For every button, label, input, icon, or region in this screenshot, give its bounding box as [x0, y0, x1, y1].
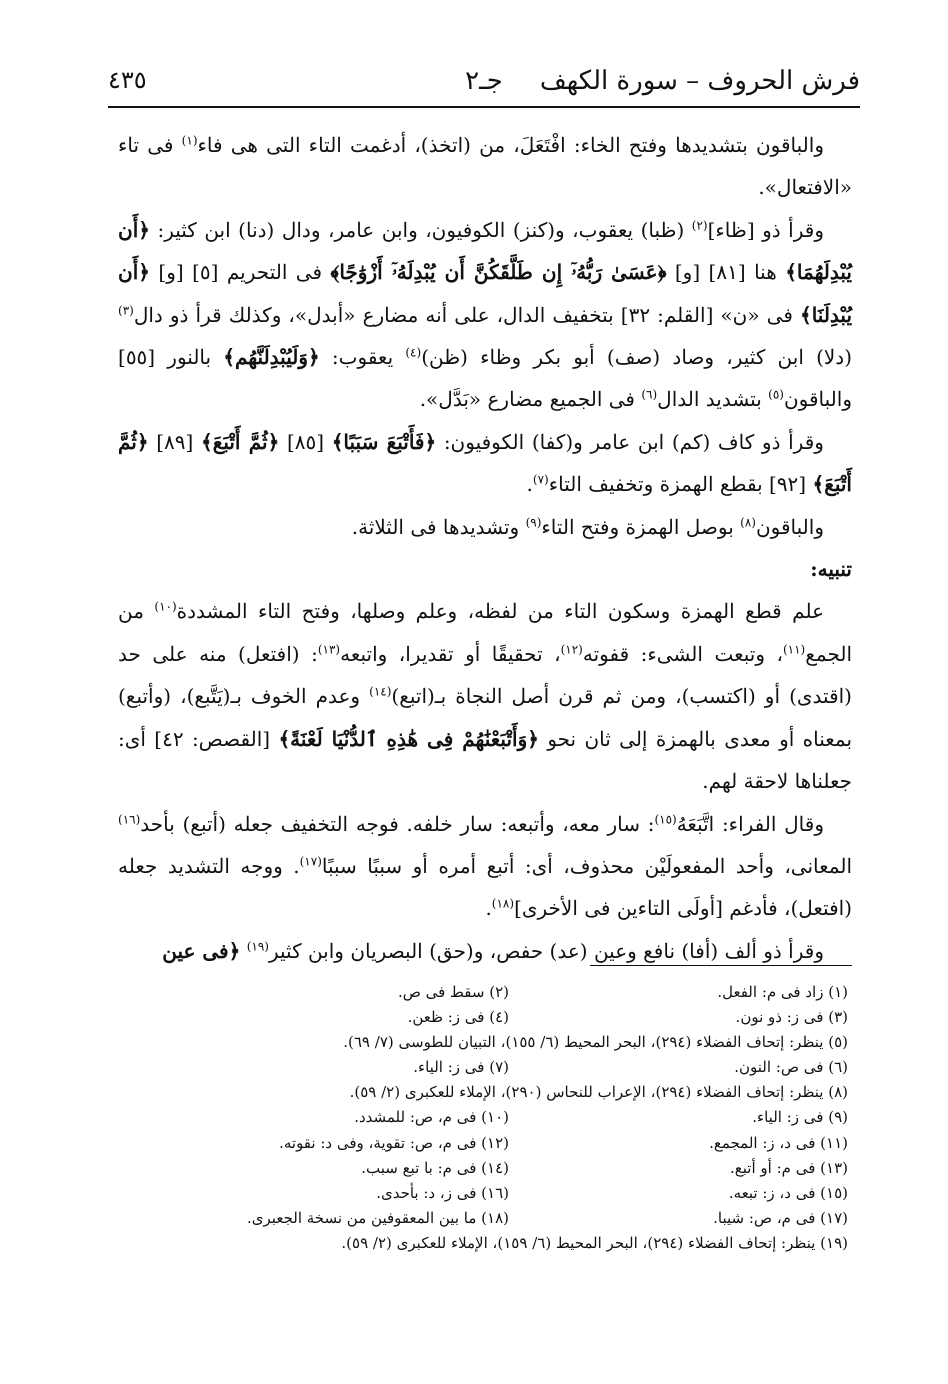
footnote-marker: (١٠)	[154, 599, 177, 614]
text-run: يعقوب:	[319, 345, 406, 370]
footnote-marker: (٧)	[532, 472, 549, 487]
footnote-separator	[590, 965, 852, 966]
paragraph	[118, 506, 852, 548]
footnote-row	[170, 1105, 848, 1130]
footnote: (١٧) فى م، ص: شيبا.	[713, 1208, 848, 1227]
footnote: (٦) فى ص: النون.	[734, 1058, 848, 1077]
footnote-marker: (١٨)	[491, 896, 515, 911]
text-run: تنبيه:	[810, 557, 852, 582]
text-run: [القصص: ٤٢] أى: جعلناها لاحقة لهم.	[118, 726, 852, 794]
footnote-row	[170, 1131, 848, 1156]
text-run: [٨٥]	[279, 429, 332, 454]
text-run: بتشديد الدال	[657, 387, 769, 412]
main-text	[118, 124, 852, 972]
footnote-row	[170, 980, 848, 1005]
footnote-marker: (١١)	[782, 642, 806, 657]
quran-quote: ﴿عَسَىٰ رَبُّهُۥٓ إِن طَلَّقَكُنَّ أَن يُبْدِلَهُۥٓ أَزْوَٰجًا﴾	[330, 260, 667, 285]
text-run: فى «ن» [القلم: ٣٢] بتخفيف الدال، على أنه مضارع «أبدل»، وكذلك قرأ ذو دال	[133, 302, 800, 327]
footnote: (٢) سقط فى ص.	[397, 983, 509, 1001]
footnote-row	[170, 1206, 848, 1231]
footnote: (١٥) فى د، ز: تبعه.	[728, 1183, 848, 1202]
footnote: (١٦) فى ز، د: بأحدى.	[376, 1183, 509, 1202]
text-run: (دلا) ابن كثير، وصاد (صف) أبو بكر وظاء (ظن)	[421, 345, 853, 370]
paragraph	[118, 124, 852, 209]
footnote: (٥) ينظر: إتحاف الفضلاء (٢٩٤)، البحر المحيط (٦/ ١٥٥)، التبيان للطوسى (٧/ ٦٩).	[343, 1033, 848, 1052]
paragraph	[118, 421, 852, 506]
text-run: بوصل الهمزة وفتح التاء	[541, 514, 741, 539]
paragraph	[118, 803, 852, 930]
quran-quote: ﴿ثُمَّ أَتْبَعَ﴾	[200, 429, 280, 454]
footnote: (٧) فى ز: الياء.	[413, 1058, 509, 1077]
footnote: (١٤) فى م: با تبع سبب.	[361, 1158, 509, 1177]
footnote: (١٢) فى م، ص: تقوية، وفى د: نقوته.	[279, 1133, 509, 1152]
footnote-marker: (٥)	[768, 387, 784, 402]
page-number: ٤٣٥	[108, 66, 147, 94]
footnote-marker: (٩)	[525, 515, 542, 529]
footnote-row	[170, 1181, 848, 1206]
footnote: (١) زاد فى م: الفعل.	[717, 983, 848, 1001]
text-run: وتشديدها فى الثلاثة.	[351, 514, 526, 539]
footnote-marker: (١٢)	[560, 642, 583, 657]
text-run: فى الجميع مضارع «بَدَّل».	[419, 387, 642, 412]
footnote-row	[170, 1055, 848, 1080]
text-run: : سار معه، وأتبعه: سار خلفه. فوجه التخفيف جعله (أتبع) بأحد	[140, 811, 655, 836]
quran-quote: ﴿ثُمَّ أَتْبَعَ﴾	[118, 429, 852, 497]
text-run: وقرأ ذو [ظاء]	[707, 217, 824, 242]
footnote-marker: (١٧)	[299, 854, 322, 869]
footnote: (٤) فى ز: ظعن.	[407, 1008, 509, 1027]
footnote-marker: (١٣)	[317, 642, 341, 657]
text-run: فى تاء «الافتعال».	[118, 133, 852, 200]
quran-quote: ﴿أَن يُبْدِلَهُمَا﴾	[118, 217, 852, 285]
quran-quote: ﴿فَأَتْبَعَ سَبَبًا﴾	[331, 429, 437, 454]
footnote-marker: (٣)	[118, 302, 134, 317]
text-run: والباقون بتشديدها وفتح الخاء: افْتَعَلَ، من (اتخذ)، أدغمت التاء التى هى فاء	[197, 133, 824, 157]
footnote-marker: (٨)	[740, 515, 756, 529]
text-run: وقال الفراء: اتَّبَعَهُ	[676, 811, 824, 836]
footnote: (٩) فى ز: الياء.	[752, 1108, 848, 1127]
footnote-marker: (٦)	[641, 387, 658, 402]
text-run: هنا [٨١] [و]	[666, 260, 786, 285]
header-rule	[108, 106, 860, 108]
text-run: المعانى، وأحد المفعولَيْن محذوف، أى: أتبع أمره أو سببًا سببًا	[321, 853, 852, 878]
quran-quote: ﴿وَلَيُبْدِلَنَّهُم﴾	[223, 345, 320, 370]
text-run: والباقون	[755, 514, 824, 539]
footnote-marker: (١٩)	[246, 939, 269, 954]
running-title: فرش الحروف – سورة الكهف	[539, 66, 860, 96]
paragraph	[118, 590, 852, 802]
quran-quote: ﴿فى عين	[162, 938, 241, 963]
quran-quote: ﴿أَن يُبْدِلَنَا﴾	[118, 260, 853, 327]
footnote-marker: (١)	[181, 133, 198, 148]
text-run: [٩٢] بقطع الهمزة وتخفيف التاء	[548, 472, 813, 497]
footnote: (٨) ينظر: إتحاف الفضلاء (٢٩٤)، الإعراب للنحاس (٢٩٠)، الإملاء للعكبرى (٢/ ٥٩).	[349, 1083, 848, 1102]
text-run: فى التحريم [٥] [و]	[149, 260, 331, 285]
footnote: (١٠) فى م، ص: للمشدد.	[354, 1108, 509, 1127]
text-run: وعدم الخوف بـ(يَتَّبع)، (وأتبع) بمعناه أو معدى بالهمزة إلى ثان نحو	[118, 684, 853, 751]
footnote-row	[170, 1156, 848, 1181]
text-run: علم قطع الهمزة وسكون التاء من لفظه، وعلم وصلها، وفتح التاء المشددة	[176, 599, 825, 624]
text-run: ، تحقيقًا أو تقديرا، واتبعه	[340, 641, 561, 666]
footnote: (١٨) ما بين المعقوفين من نسخة الجعبرى.	[247, 1208, 509, 1227]
section-heading	[118, 548, 852, 590]
footnote-marker: (١٤)	[369, 684, 392, 699]
quran-quote: ﴿وَأَتْبَعْنَٰهُمْ فِى هَٰذِهِ ٱلدُّنْيَا لَعْنَةً﴾	[278, 726, 539, 751]
footnote: (٣) فى ز: ذو نون.	[735, 1008, 848, 1027]
text-run: بالنور [٥٥] والباقون	[118, 345, 852, 412]
footnote: (١٩) ينظر: إتحاف الفضلاء (٢٩٤)، البحر المحيط (٦/ ١٥٩)، الإملاء للعكبرى (٢/ ٥٩).	[341, 1233, 848, 1252]
footnote: (١١) فى د، ز: المجمع.	[709, 1133, 848, 1152]
footnote-marker: (١٥)	[654, 811, 677, 826]
footnote-marker: (١٦)	[118, 811, 141, 826]
footnote-row	[170, 1005, 848, 1030]
text-run: .	[485, 896, 492, 921]
paragraph	[118, 209, 852, 421]
page-header	[108, 62, 860, 106]
footnote: (١٣) فى م: أو أتبع.	[730, 1158, 848, 1177]
text-run: ، وتبعت الشىء: قفوته	[582, 641, 783, 666]
text-run: (ظبا) يعقوب، و(كنز) الكوفيون، وابن عامر، ودال (دنا) ابن كثير:	[149, 217, 692, 242]
text-run: : (افتعل) منه على حد (اقتدى) أو (اكتسب)، ومن ثم قرن أصل النجاة بـ(اتبع)	[118, 641, 852, 709]
text-run: وقرأ ذو ألف (أفا) نافع وعين (عد) حفص، و(حق) البصريان وابن كثير	[268, 938, 824, 963]
footnotes	[170, 980, 848, 1256]
text-run: [٨٩]	[148, 429, 201, 454]
footnote-marker: (٢)	[691, 218, 708, 233]
text-run: . ووجه التشديد جعله (افتعل)، فأدغم [أولَى التاءين فى الأخرى]	[118, 853, 852, 921]
footnote-marker: (٤)	[405, 345, 422, 360]
text-run: .	[526, 472, 533, 497]
text-run: من الجمع	[118, 599, 853, 666]
text-run: وقرأ ذو كاف (كم) ابن عامر و(كفا) الكوفيون:	[436, 429, 824, 454]
volume-label: جـ٢	[465, 66, 503, 96]
